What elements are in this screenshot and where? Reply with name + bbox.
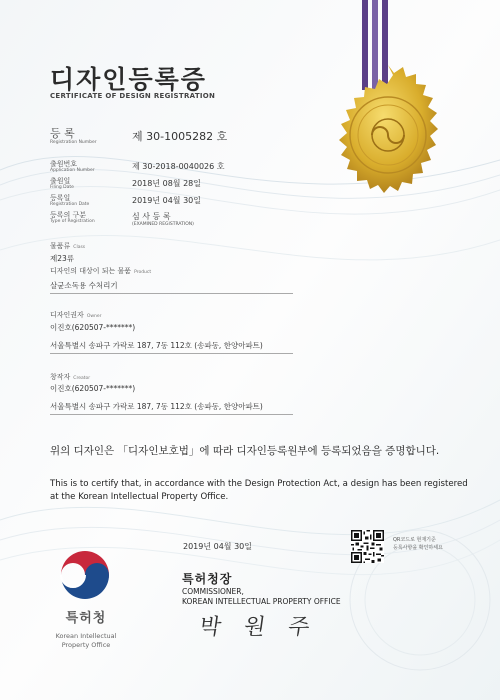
- field-label-ko: 등록의 구분: [50, 211, 87, 219]
- filing-date: 2018년 08월 28일: [132, 179, 201, 188]
- commissioner-signature: 박 원 주: [197, 615, 320, 640]
- owner-underline: [50, 353, 293, 354]
- creator-label-ko: 창작자: [50, 373, 71, 381]
- product-underline: [50, 293, 293, 294]
- owner-label-en: Owner: [86, 314, 102, 319]
- creator-underline: [50, 414, 293, 415]
- kipo-label-ko: 특허청: [65, 611, 107, 626]
- field-label: [50, 211, 95, 224]
- kipo-label-en-line1: Korean Intellectual: [55, 632, 117, 640]
- owner-label: [50, 310, 102, 320]
- gold-seal-icon: [313, 60, 463, 210]
- class-value: 제23류: [50, 254, 75, 263]
- class-label-ko: 물품류: [50, 242, 71, 250]
- qr-code-icon: [351, 530, 384, 563]
- field-label-ko: 출원일: [50, 177, 71, 185]
- field-label-en: Application Number: [50, 168, 95, 173]
- field-label: [50, 194, 89, 207]
- registration-type-en: (EXAMINED REGISTRATION): [132, 222, 194, 227]
- field-label-ko: 출원번호: [50, 160, 78, 168]
- field-label: [50, 177, 74, 190]
- qr-note-line1: QR코드로 현재기준: [393, 537, 436, 543]
- kipo-label-en-line2: Property Office: [61, 641, 111, 649]
- creator-address: 서울특별시 송파구 가락로 187, 7동 112호 (송파동, 한양아파트): [50, 402, 263, 411]
- page-subtitle: CERTIFICATE OF DESIGN REGISTRATION: [50, 92, 216, 100]
- creator-label: [50, 372, 90, 382]
- registration-type: 심 사 등 록: [132, 212, 171, 221]
- commissioner-title-en-line1: COMMISSIONER,: [182, 587, 244, 596]
- page-title: 디자인등록증: [50, 65, 207, 94]
- owner-address: 서울특별시 송파구 가락로 187, 7동 112호 (송파동, 한양아파트): [50, 341, 263, 350]
- product-label-ko: 디자인의 대상이 되는 물품: [50, 267, 132, 275]
- field-label-en: Registration Date: [50, 202, 90, 207]
- issue-date: 2019년 04월 30일: [183, 542, 252, 551]
- field-label-ko: 등록일: [50, 194, 71, 202]
- commissioner-title-en: [182, 587, 341, 607]
- registration-number: 제 30-1005282 호: [132, 130, 228, 143]
- registration-label-ko: 등 록: [50, 127, 75, 140]
- field-label-en: Type of Registration: [50, 219, 95, 224]
- owner-label-ko: 디자인권자: [50, 311, 84, 319]
- creator-name: 이진호(620507-*******): [50, 384, 136, 393]
- product-value: 살균소독용 수처리기: [50, 281, 118, 290]
- registration-label: [50, 128, 97, 145]
- creator-label-en: Creator: [73, 376, 91, 381]
- qr-note: [393, 536, 443, 552]
- korean-government-emblem-icon: [55, 545, 115, 605]
- commissioner-title-ko: 특허청장: [182, 572, 233, 586]
- owner-name: 이진호(620507-*******): [50, 323, 136, 332]
- class-label: [50, 241, 85, 251]
- certification-statement-en: This is to certify that, in accordance with the Design Protection Act, a design has been registered at the Korean Intellectual Property Office.: [50, 479, 468, 502]
- commissioner-title-en-line2: KOREAN INTELLECTUAL PROPERTY OFFICE: [182, 597, 341, 606]
- registration-label-en: Registration Number: [50, 140, 97, 145]
- qr-note-line2: 등록사항을 확인하세요: [393, 545, 443, 551]
- field-label: [50, 160, 95, 173]
- application-number: 제 30-2018-0040026 호: [132, 162, 225, 171]
- product-label: [50, 266, 151, 276]
- product-label-en: Product: [134, 270, 152, 275]
- kipo-label-en: [38, 632, 134, 650]
- certification-statement-ko: 위의 디자인은 「디자인보호법」에 따라 디자인등록원부에 등록되었음을 증명합니다.: [50, 445, 440, 457]
- registration-date: 2019년 04월 30일: [132, 196, 201, 205]
- class-label-en: Class: [73, 245, 86, 250]
- field-label-en: Filing Date: [50, 185, 74, 190]
